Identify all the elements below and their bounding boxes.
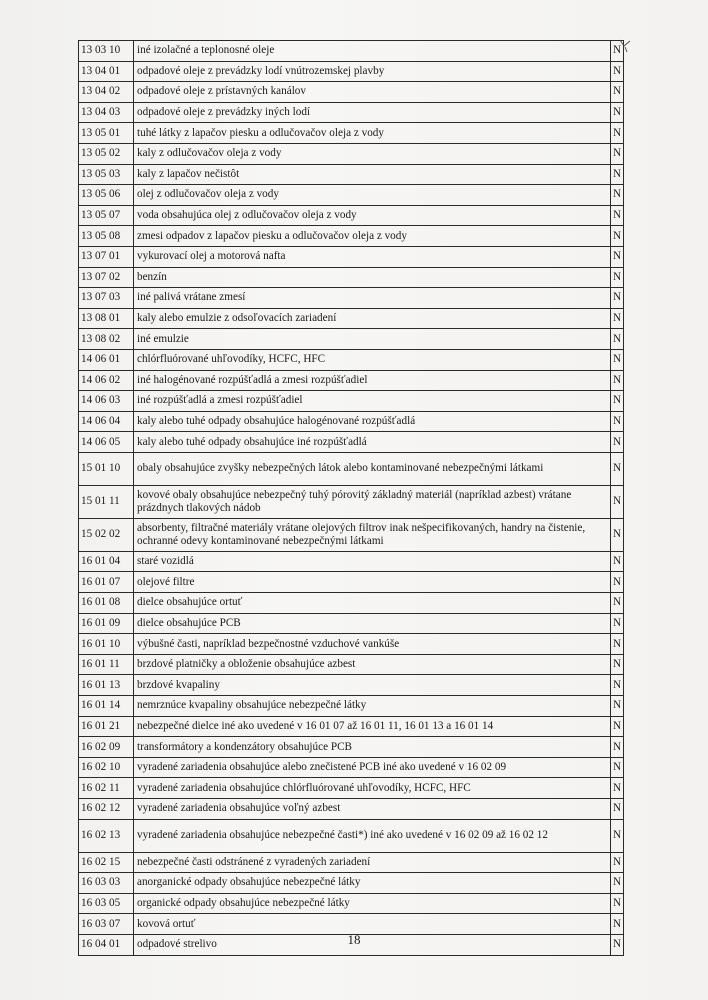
category-cell: N bbox=[611, 82, 624, 103]
description-cell: kovové obaly obsahujúce nebezpečný tuhý pórovitý základný materiál (napríklad azbest) vrátane prázdnych tlakových nádob bbox=[134, 485, 611, 518]
category-cell: N bbox=[611, 757, 624, 778]
table-row bbox=[79, 246, 624, 267]
table-row bbox=[79, 185, 624, 206]
table-row bbox=[79, 123, 624, 144]
table-row bbox=[79, 778, 624, 799]
description-cell: nemrznúce kvapaliny obsahujúce nebezpečné látky bbox=[134, 696, 611, 717]
table-row bbox=[79, 143, 624, 164]
category-cell: N bbox=[611, 778, 624, 799]
waste-code-cell: 13 07 01 bbox=[79, 246, 134, 267]
category-cell: N bbox=[611, 164, 624, 185]
category-cell: N bbox=[611, 349, 624, 370]
table-row bbox=[79, 572, 624, 593]
category-cell: N bbox=[611, 934, 624, 955]
waste-code-cell: 14 06 03 bbox=[79, 391, 134, 412]
table-row bbox=[79, 716, 624, 737]
description-cell: iné izolačné a teplonosné oleje bbox=[134, 41, 611, 62]
table-row bbox=[79, 551, 624, 572]
description-cell: organické odpady obsahujúce nebezpečné látky bbox=[134, 893, 611, 914]
waste-code-cell: 16 02 13 bbox=[79, 819, 134, 852]
table-row bbox=[79, 349, 624, 370]
description-cell: absorbenty, filtračné materiály vrátane olejových filtrov inak nešpecifikovaných, handry na čistenie, ochranné odevy kontaminované nebezpečnými látkami bbox=[134, 518, 611, 551]
waste-code-cell: 16 01 09 bbox=[79, 613, 134, 634]
description-cell: chlórfluórované uhľovodíky, HCFC, HFC bbox=[134, 349, 611, 370]
waste-code-cell: 13 04 03 bbox=[79, 102, 134, 123]
description-cell: výbušné časti, napríklad bezpečnostné vzduchové vankúše bbox=[134, 634, 611, 655]
category-cell: N bbox=[611, 267, 624, 288]
description-cell: odpadové oleje z prístavných kanálov bbox=[134, 82, 611, 103]
waste-code-cell: 15 01 10 bbox=[79, 452, 134, 485]
waste-code-cell: 13 04 01 bbox=[79, 61, 134, 82]
waste-code-cell: 14 06 04 bbox=[79, 411, 134, 432]
category-cell: N bbox=[611, 432, 624, 453]
table-row bbox=[79, 164, 624, 185]
category-cell: N bbox=[611, 246, 624, 267]
category-cell: N bbox=[611, 226, 624, 247]
description-cell: iné emulzie bbox=[134, 329, 611, 350]
waste-code-cell: 16 01 14 bbox=[79, 696, 134, 717]
waste-code-cell: 13 08 01 bbox=[79, 308, 134, 329]
page-number: 18 bbox=[347, 932, 361, 947]
category-cell: N bbox=[611, 123, 624, 144]
category-cell: N bbox=[611, 593, 624, 614]
description-cell: brzdové platničky a obloženie obsahujúce azbest bbox=[134, 654, 611, 675]
table-row bbox=[79, 696, 624, 717]
description-cell: vyradené zariadenia obsahujúce chlórfluórované uhľovodíky, HCFC, HFC bbox=[134, 778, 611, 799]
description-cell: iné palivá vrátane zmesí bbox=[134, 288, 611, 309]
table-row bbox=[79, 411, 624, 432]
description-cell: brzdové kvapaliny bbox=[134, 675, 611, 696]
table-row bbox=[79, 799, 624, 820]
table-row bbox=[79, 485, 624, 518]
category-cell: N bbox=[611, 143, 624, 164]
category-cell: N bbox=[611, 391, 624, 412]
waste-code-cell: 16 04 01 bbox=[79, 934, 134, 955]
table-row bbox=[79, 205, 624, 226]
category-cell: N bbox=[611, 61, 624, 82]
description-cell: odpadové oleje z prevádzky iných lodí bbox=[134, 102, 611, 123]
waste-code-cell: 16 02 10 bbox=[79, 757, 134, 778]
category-cell: N bbox=[611, 370, 624, 391]
waste-code-cell: 13 05 03 bbox=[79, 164, 134, 185]
description-cell: vyradené zariadenia obsahujúce voľný azbest bbox=[134, 799, 611, 820]
waste-code-cell: 15 02 02 bbox=[79, 518, 134, 551]
description-cell: kaly z odlučovačov oleja z vody bbox=[134, 143, 611, 164]
category-cell: N bbox=[611, 518, 624, 551]
table-row bbox=[79, 267, 624, 288]
table-row bbox=[79, 518, 624, 551]
description-cell: staré vozidlá bbox=[134, 551, 611, 572]
category-cell: N bbox=[611, 411, 624, 432]
table-row bbox=[79, 452, 624, 485]
handwritten-mark bbox=[614, 38, 634, 54]
waste-catalogue-table bbox=[78, 40, 624, 956]
waste-code-cell: 16 01 21 bbox=[79, 716, 134, 737]
description-cell: vyradené zariadenia obsahujúce nebezpečné časti*) iné ako uvedené v 16 02 09 až 16 02 12 bbox=[134, 819, 611, 852]
description-cell: iné rozpúšťadlá a zmesi rozpúšťadiel bbox=[134, 391, 611, 412]
description-cell: voda obsahujúca olej z odlučovačov oleja z vody bbox=[134, 205, 611, 226]
waste-code-cell: 13 03 10 bbox=[79, 41, 134, 62]
waste-code-cell: 13 05 08 bbox=[79, 226, 134, 247]
description-cell: zmesi odpadov z lapačov piesku a odlučovačov oleja z vody bbox=[134, 226, 611, 247]
category-cell: N bbox=[611, 485, 624, 518]
description-cell: transformátory a kondenzátory obsahujúce PCB bbox=[134, 737, 611, 758]
category-cell: N bbox=[611, 819, 624, 852]
category-cell: N bbox=[611, 452, 624, 485]
description-cell: kovová ortuť bbox=[134, 914, 611, 935]
category-cell: N bbox=[611, 102, 624, 123]
waste-code-cell: 16 01 13 bbox=[79, 675, 134, 696]
description-cell: benzín bbox=[134, 267, 611, 288]
category-cell: N bbox=[611, 675, 624, 696]
waste-code-cell: 13 07 02 bbox=[79, 267, 134, 288]
category-cell: N bbox=[611, 696, 624, 717]
waste-code-cell: 16 01 07 bbox=[79, 572, 134, 593]
table-row bbox=[79, 613, 624, 634]
description-cell: vyradené zariadenia obsahujúce alebo znečistené PCB iné ako uvedené v 16 02 09 bbox=[134, 757, 611, 778]
category-cell: N bbox=[611, 654, 624, 675]
category-cell: N bbox=[611, 634, 624, 655]
table-row bbox=[79, 432, 624, 453]
table-body bbox=[79, 41, 624, 956]
waste-code-cell: 16 03 03 bbox=[79, 873, 134, 894]
category-cell: N bbox=[611, 288, 624, 309]
table-row bbox=[79, 308, 624, 329]
waste-code-cell: 16 01 11 bbox=[79, 654, 134, 675]
table-row bbox=[79, 329, 624, 350]
table-row bbox=[79, 757, 624, 778]
table-row bbox=[79, 893, 624, 914]
category-cell: N bbox=[611, 551, 624, 572]
category-cell: N bbox=[611, 308, 624, 329]
table-row bbox=[79, 819, 624, 852]
waste-code-cell: 15 01 11 bbox=[79, 485, 134, 518]
description-cell: kaly alebo tuhé odpady obsahujúce halogénované rozpúšťadlá bbox=[134, 411, 611, 432]
description-cell: iné halogénované rozpúšťadlá a zmesi rozpúšťadiel bbox=[134, 370, 611, 391]
waste-code-cell: 13 04 02 bbox=[79, 82, 134, 103]
description-cell: nebezpečné dielce iné ako uvedené v 16 01 07 až 16 01 11, 16 01 13 a 16 01 14 bbox=[134, 716, 611, 737]
category-cell: N bbox=[611, 572, 624, 593]
description-cell: dielce obsahujúce ortuť bbox=[134, 593, 611, 614]
description-cell: odpadové oleje z prevádzky lodí vnútrozemskej plavby bbox=[134, 61, 611, 82]
waste-code-cell: 16 02 11 bbox=[79, 778, 134, 799]
waste-code-cell: 16 02 12 bbox=[79, 799, 134, 820]
waste-code-cell: 14 06 01 bbox=[79, 349, 134, 370]
category-cell: N bbox=[611, 852, 624, 873]
table-row bbox=[79, 593, 624, 614]
description-cell: nebezpečné časti odstránené z vyradených zariadení bbox=[134, 852, 611, 873]
description-cell: kaly alebo tuhé odpady obsahujúce iné rozpúšťadlá bbox=[134, 432, 611, 453]
description-cell: kaly z lapačov nečistôt bbox=[134, 164, 611, 185]
description-cell: dielce obsahujúce PCB bbox=[134, 613, 611, 634]
waste-code-cell: 16 03 07 bbox=[79, 914, 134, 935]
description-cell: vykurovací olej a motorová nafta bbox=[134, 246, 611, 267]
waste-code-cell: 13 05 06 bbox=[79, 185, 134, 206]
table-row bbox=[79, 82, 624, 103]
table-row bbox=[79, 634, 624, 655]
table-row bbox=[79, 873, 624, 894]
category-cell: N bbox=[611, 41, 624, 62]
description-cell: olej z odlučovačov oleja z vody bbox=[134, 185, 611, 206]
category-cell: N bbox=[611, 737, 624, 758]
description-cell: odpadové strelivo bbox=[134, 934, 611, 955]
category-cell: N bbox=[611, 185, 624, 206]
category-cell: N bbox=[611, 799, 624, 820]
table-row bbox=[79, 226, 624, 247]
waste-code-cell: 16 02 09 bbox=[79, 737, 134, 758]
description-cell: tuhé látky z lapačov piesku a odlučovačov oleja z vody bbox=[134, 123, 611, 144]
category-cell: N bbox=[611, 329, 624, 350]
category-cell: N bbox=[611, 893, 624, 914]
waste-code-cell: 14 06 02 bbox=[79, 370, 134, 391]
waste-code-cell: 13 08 02 bbox=[79, 329, 134, 350]
waste-code-cell: 16 01 04 bbox=[79, 551, 134, 572]
waste-code-cell: 13 07 03 bbox=[79, 288, 134, 309]
table-row bbox=[79, 370, 624, 391]
description-cell: anorganické odpady obsahujúce nebezpečné látky bbox=[134, 873, 611, 894]
category-cell: N bbox=[611, 914, 624, 935]
waste-code-cell: 16 01 08 bbox=[79, 593, 134, 614]
description-cell: obaly obsahujúce zvyšky nebezpečných látok alebo kontaminované nebezpečnými látkami bbox=[134, 452, 611, 485]
table-row bbox=[79, 41, 624, 62]
table-row bbox=[79, 391, 624, 412]
waste-code-cell: 16 02 15 bbox=[79, 852, 134, 873]
table-row bbox=[79, 852, 624, 873]
waste-code-cell: 16 01 10 bbox=[79, 634, 134, 655]
waste-code-cell: 14 06 05 bbox=[79, 432, 134, 453]
table-row bbox=[79, 61, 624, 82]
waste-code-cell: 16 03 05 bbox=[79, 893, 134, 914]
category-cell: N bbox=[611, 613, 624, 634]
table-row bbox=[79, 737, 624, 758]
description-cell: olejové filtre bbox=[134, 572, 611, 593]
table-row bbox=[79, 675, 624, 696]
waste-code-cell: 13 05 01 bbox=[79, 123, 134, 144]
table-row bbox=[79, 288, 624, 309]
category-cell: N bbox=[611, 716, 624, 737]
category-cell: N bbox=[611, 873, 624, 894]
description-cell: kaly alebo emulzie z odsoľovacích zariadení bbox=[134, 308, 611, 329]
table-row bbox=[79, 102, 624, 123]
waste-code-cell: 13 05 02 bbox=[79, 143, 134, 164]
table-row bbox=[79, 654, 624, 675]
waste-code-cell: 13 05 07 bbox=[79, 205, 134, 226]
category-cell: N bbox=[611, 205, 624, 226]
